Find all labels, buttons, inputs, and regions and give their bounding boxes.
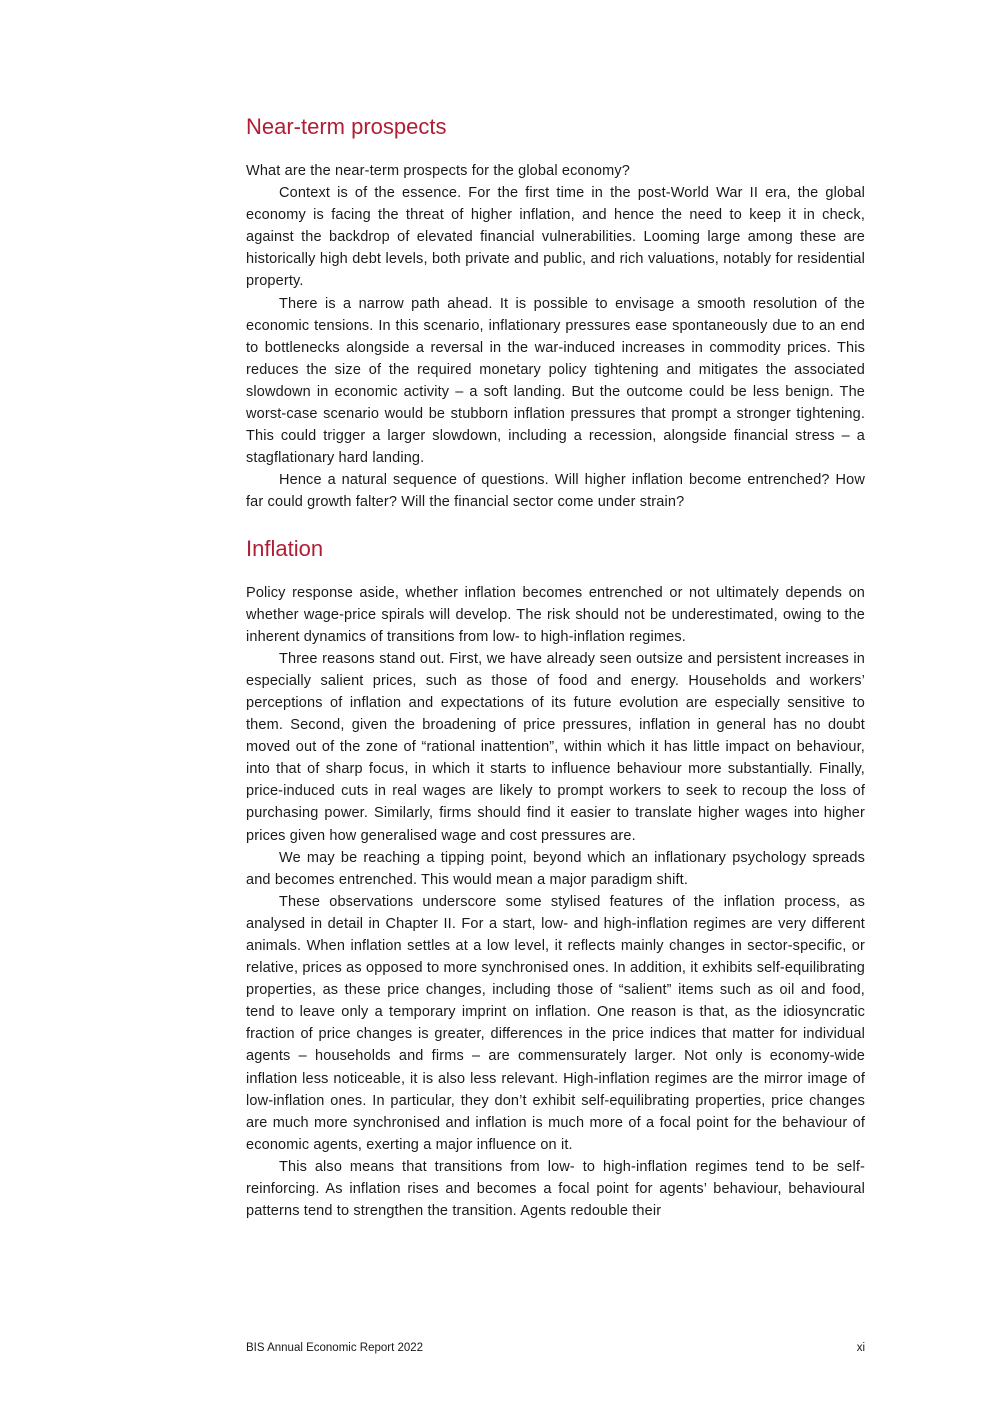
page-content	[246, 112, 865, 1222]
paragraph: Three reasons stand out. First, we have already seen outsize and persistent increases in especially salient prices, such as those of food and energy. Households and workers’ perceptions of inflation and expectations of its future evolution are especially sensitive to them. Second, given the broadening of price pressures, inflation in general has no doubt moved out of the zone of “rational inattention”, within which it has little impact on behaviour, into that of sharp focus, in which it starts to influence behaviour more substantially. Finally, price-induced cuts in real wages are likely to prompt workers to seek to recoup the loss of purchasing power. Similarly, firms should find it easier to translate higher wages into higher prices given how generalised wage and cost pressures are.	[246, 650, 865, 844]
paragraph: What are the near-term prospects for the global economy?	[246, 163, 630, 179]
paragraph: There is a narrow path ahead. It is possible to envisage a smooth resolution of the economic tensions. In this scenario, inflationary pressures ease spontaneously due to an end to bottlenecks alongside a reversal in the war-induced increases in commodity prices. This reduces the size of the required monetary policy tightening and mitigates the associated slowdown in economic activity – a soft landing. But the outcome could be less benign. The worst-case scenario would be stubborn inflation pressures that prompt a stronger tightening. This could trigger a larger slowdown, including a recession, alongside financial stress – a stagflationary hard landing.	[246, 295, 865, 467]
paragraph: Context is of the essence. For the first time in the post-World War II era, the global economy is facing the threat of higher inflation, and hence the need to keep it in check, against the backdrop of elevated financial vulnerabilities. Looming large among these are historically high debt levels, both private and public, and rich valuations, notably for residential property.	[246, 185, 865, 290]
section-inflation	[246, 534, 865, 1223]
section-heading: Near-term prospects	[246, 114, 447, 139]
section-heading: Inflation	[246, 535, 324, 561]
paragraph: This also means that transitions from low- to high-inflation regimes tend to be self-reinforcing. As inflation rises and becomes a focal point for agents’ behaviour, behavioural patterns tend to strengthen the transition. Agents redouble their	[246, 1158, 865, 1220]
page-number: xi	[856, 1342, 865, 1354]
page-footer	[246, 1340, 865, 1356]
paragraph: Hence a natural sequence of questions. Will higher inflation become entrenched? How far could growth falter? Will the financial sector come under strain?	[246, 472, 865, 511]
paragraph: These observations underscore some stylised features of the inflation process, as analysed in detail in Chapter II. For a start, low- and high-inflation regimes are very different animals. When inflation settles at a low level, it reflects mainly changes in sector-specific, or relative, prices as opposed to more synchronised ones. In addition, it exhibits self-equilibrating properties, as these price changes, including those of “salient” items such as oil and food, tend to leave only a temporary imprint on inflation. One reason is that, as the idiosyncratic fraction of price changes is greater, differences in the price indices that matter for individual agents – households and firms – are commensurately larger. Not only is economy-wide inflation less noticeable, it is also less relevant. High-inflation regimes are the mirror image of low-inflation ones. In particular, they don’t exhibit self-equilibrating properties, price changes are much more synchronised and inflation is much more of a focal point for the behaviour of economic agents, exerting a major influence on it.	[246, 893, 865, 1153]
paragraph: We may be reaching a tipping point, beyond which an inflationary psychology spreads and becomes entrenched. This would mean a major paradigm shift.	[246, 849, 865, 888]
footer-report-title: BIS Annual Economic Report 2022	[246, 1342, 424, 1354]
section-near-term-prospects	[246, 112, 865, 514]
paragraph: Policy response aside, whether inflation becomes entrenched or not ultimately depends on whether wage-price spirals will develop. The risk should not be underestimated, owing to the inherent dynamics of transitions from low- to high-inflation regimes.	[246, 584, 865, 645]
